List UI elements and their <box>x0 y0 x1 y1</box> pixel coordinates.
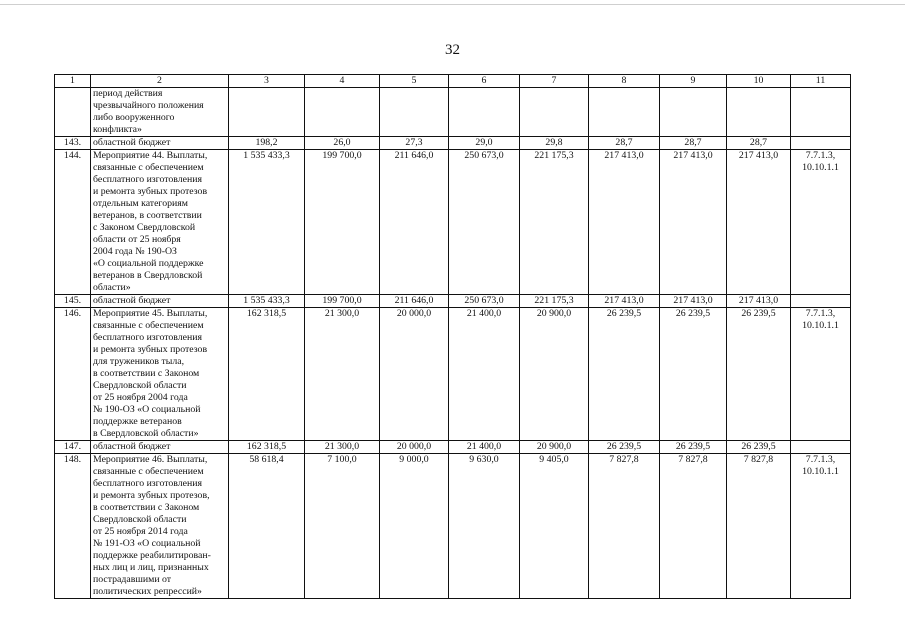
value-cell: 27,3 <box>380 137 449 150</box>
value-cell: 29,0 <box>449 137 520 150</box>
value-cell: 217 413,0 <box>727 150 791 295</box>
column-header: 9 <box>660 75 727 88</box>
row-number: 143. <box>55 137 91 150</box>
row-description: областной бюджет <box>91 441 229 454</box>
value-cell: 28,7 <box>727 137 791 150</box>
value-cell <box>589 88 660 137</box>
value-cell <box>229 88 305 137</box>
row-number: 146. <box>55 308 91 441</box>
table-header-row <box>55 75 851 88</box>
value-cell: 7 827,8 <box>660 454 727 599</box>
measure-row <box>55 88 851 137</box>
table-body <box>55 75 851 599</box>
value-cell: 26 239,5 <box>589 441 660 454</box>
target-code-cell <box>791 295 851 308</box>
value-cell: 217 413,0 <box>589 295 660 308</box>
measure-row <box>55 150 851 295</box>
row-description: период действия чрезвычайного положения либо вооруженного конфликта» <box>91 88 229 137</box>
value-cell: 217 413,0 <box>660 295 727 308</box>
value-cell: 9 405,0 <box>520 454 589 599</box>
value-cell: 211 646,0 <box>380 150 449 295</box>
column-header: 6 <box>449 75 520 88</box>
value-cell: 217 413,0 <box>660 150 727 295</box>
column-header: 1 <box>55 75 91 88</box>
column-header: 5 <box>380 75 449 88</box>
target-code-cell <box>791 441 851 454</box>
value-cell: 21 300,0 <box>305 308 380 441</box>
value-cell: 20 900,0 <box>520 441 589 454</box>
column-header: 10 <box>727 75 791 88</box>
budget-row <box>55 295 851 308</box>
column-header: 4 <box>305 75 380 88</box>
value-cell <box>520 88 589 137</box>
value-cell <box>727 88 791 137</box>
value-cell: 26 239,5 <box>727 308 791 441</box>
value-cell: 199 700,0 <box>305 150 380 295</box>
value-cell: 250 673,0 <box>449 295 520 308</box>
value-cell: 20 000,0 <box>380 308 449 441</box>
value-cell: 217 413,0 <box>589 150 660 295</box>
column-header: 11 <box>791 75 851 88</box>
value-cell <box>305 88 380 137</box>
value-cell: 221 175,3 <box>520 295 589 308</box>
column-header: 2 <box>91 75 229 88</box>
row-number: 147. <box>55 441 91 454</box>
value-cell: 26,0 <box>305 137 380 150</box>
target-code-cell: 7.7.1.3, 10.10.1.1 <box>791 308 851 441</box>
budget-table <box>54 74 851 599</box>
value-cell: 29,8 <box>520 137 589 150</box>
value-cell: 26 239,5 <box>660 441 727 454</box>
row-description: Мероприятие 45. Выплаты, связанные с обеспечением бесплатного изготовления и ремонта зубных протезов для тружеников тыла, в соответствии с Законом Свердловской области от 25 ноября 2004 года № 190-ОЗ «О социальной поддержке ветеранов в Свердловской области» <box>91 308 229 441</box>
row-description: областной бюджет <box>91 137 229 150</box>
value-cell <box>380 88 449 137</box>
row-number: 145. <box>55 295 91 308</box>
value-cell: 28,7 <box>660 137 727 150</box>
target-code-cell <box>791 88 851 137</box>
value-cell <box>449 88 520 137</box>
value-cell: 26 239,5 <box>727 441 791 454</box>
budget-row <box>55 441 851 454</box>
value-cell: 20 000,0 <box>380 441 449 454</box>
page-number: 32 <box>445 42 460 58</box>
column-header: 7 <box>520 75 589 88</box>
value-cell: 21 400,0 <box>449 308 520 441</box>
row-description: Мероприятие 46. Выплаты, связанные с обеспечением бесплатного изготовления и ремонта зубных протезов, в соответствии с Законом Свердловской области от 25 ноября 2014 года № 191-ОЗ «О социальной поддержке реабилитирован- ных лиц и лиц, признанных пострадавшими от политических репрессий» <box>91 454 229 599</box>
value-cell: 1 535 433,3 <box>229 150 305 295</box>
value-cell: 21 400,0 <box>449 441 520 454</box>
page-top-edge <box>0 4 905 5</box>
target-code-cell: 7.7.1.3, 10.10.1.1 <box>791 150 851 295</box>
value-cell: 211 646,0 <box>380 295 449 308</box>
value-cell: 198,2 <box>229 137 305 150</box>
budget-row <box>55 137 851 150</box>
value-cell: 250 673,0 <box>449 150 520 295</box>
row-number: 148. <box>55 454 91 599</box>
target-code-cell: 7.7.1.3, 10.10.1.1 <box>791 454 851 599</box>
value-cell: 7 827,8 <box>589 454 660 599</box>
value-cell: 7 827,8 <box>727 454 791 599</box>
value-cell: 9 630,0 <box>449 454 520 599</box>
measure-row <box>55 454 851 599</box>
value-cell: 9 000,0 <box>380 454 449 599</box>
measure-row <box>55 308 851 441</box>
value-cell: 162 318,5 <box>229 441 305 454</box>
value-cell: 26 239,5 <box>589 308 660 441</box>
value-cell: 58 618,4 <box>229 454 305 599</box>
row-description: областной бюджет <box>91 295 229 308</box>
value-cell: 26 239,5 <box>660 308 727 441</box>
target-code-cell <box>791 137 851 150</box>
value-cell: 162 318,5 <box>229 308 305 441</box>
column-header: 3 <box>229 75 305 88</box>
value-cell: 221 175,3 <box>520 150 589 295</box>
value-cell <box>660 88 727 137</box>
row-number <box>55 88 91 137</box>
value-cell: 20 900,0 <box>520 308 589 441</box>
value-cell: 199 700,0 <box>305 295 380 308</box>
value-cell: 7 100,0 <box>305 454 380 599</box>
value-cell: 217 413,0 <box>727 295 791 308</box>
value-cell: 28,7 <box>589 137 660 150</box>
value-cell: 1 535 433,3 <box>229 295 305 308</box>
column-header: 8 <box>589 75 660 88</box>
value-cell: 21 300,0 <box>305 441 380 454</box>
row-number: 144. <box>55 150 91 295</box>
row-description: Мероприятие 44. Выплаты, связанные с обеспечением бесплатного изготовления и ремонта зубных протезов отдельным категориям ветеранов, в соответствии с Законом Свердловской области от 25 ноября 2004 года № 190-ОЗ «О социальной поддержке ветеранов в Свердловской области» <box>91 150 229 295</box>
